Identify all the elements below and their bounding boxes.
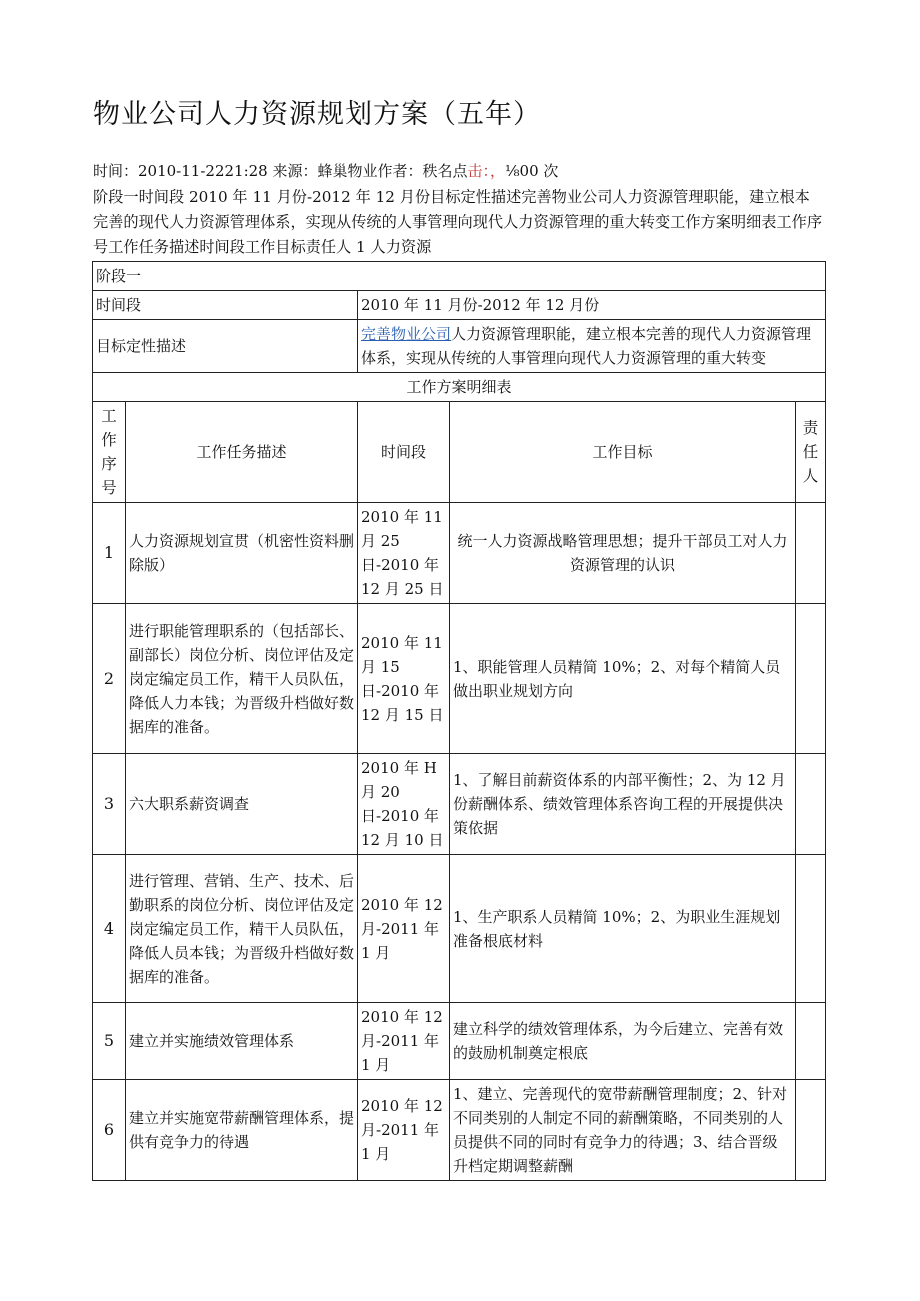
row-period: 2010 年 12 月-2011 年 1 月 [358,855,450,1003]
row-period: 2010 年 11 月 25 日-2010 年 12 月 25 日 [358,503,450,604]
row-target: 1、生产职系人员精简 10%；2、为职业生涯规划准备根底材料 [450,855,796,1003]
row-owner [796,503,826,604]
meta-prefix: 时间：2010-11-2221:28 来源：蜂巢物业作者：秩名点 [93,162,468,180]
detail-table-title: 工作方案明细表 [93,373,826,402]
row-task: 进行管理、营销、生产、技术、后勤职系的岗位分析、岗位评估及定岗定编定员工作，精干人员队伍，降低人员本钱；为晋级升档做好数据库的准备。 [126,855,358,1003]
stage-cell: 阶段一 [93,262,826,291]
table-row [93,754,826,855]
table-row [93,855,826,1003]
period-value: 2010 年 11 月份-2012 年 12 月份 [358,291,826,320]
row-task: 建立并实施宽带薪酬管理体系，提供有竞争力的待遇 [126,1080,358,1181]
page-title: 物业公司人力资源规划方案（五年） [93,99,541,130]
row-task: 人力资源规划宣贯（机密性资料删除版） [126,503,358,604]
row-period: 2010 年 12 月-2011 年 1 月 [358,1003,450,1080]
header-owner: 责任人 [796,402,826,503]
goal-label: 目标定性描述 [93,320,358,373]
row-number: 6 [93,1080,126,1181]
row-task: 六大职系薪资调查 [126,754,358,855]
intro-paragraph: 阶段一时间段 2010 年 11 月份-2012 年 12 月份目标定性描述完善物业公司人力资源管理职能，建立根本完善的现代人力资源管理体系，实现从传统的人事管理向现代人力资源管理的重大转变工作方案明细表工作序号工作任务描述时间段工作目标责任人 1 人力资源 [93,188,822,256]
row-owner [796,855,826,1003]
row-task: 进行职能管理职系的（包括部长、副部长）岗位分析、岗位评估及定岗定编定员工作，精干人员队伍，降低人力本钱；为晋级升档做好数据库的准备。 [126,604,358,754]
header-task: 工作任务描述 [126,402,358,503]
period-label: 时间段 [93,291,358,320]
row-task: 建立并实施绩效管理体系 [126,1003,358,1080]
plan-table [92,261,826,1181]
row-owner [796,754,826,855]
goal-description [358,320,826,373]
header-period: 时间段 [358,402,450,503]
row-period: 2010 年 H 月 20 日-2010 年 12 月 10 日 [358,754,450,855]
row-period: 2010 年 11 月 15 日-2010 年 12 月 15 日 [358,604,450,754]
click-count-link[interactable]: 击：， [467,162,505,180]
view-count: ⅛00 次 [505,162,559,180]
row-number: 3 [93,754,126,855]
header-target: 工作目标 [450,402,796,503]
row-target: 1、了解目前薪资体系的内部平衡性；2、为 12 月份薪酬体系、绩效管理体系咨询工程的开展提供决策依据 [450,754,796,855]
row-number: 5 [93,1003,126,1080]
article-meta [93,160,558,181]
row-owner [796,1003,826,1080]
table-row [93,1080,826,1181]
goal-link[interactable]: 完善物业公司 [361,325,452,343]
table-row [93,1003,826,1080]
row-owner [796,604,826,754]
table-row [93,503,826,604]
row-period: 2010 年 12 月-2011 年 1 月 [358,1080,450,1181]
row-number: 1 [93,503,126,604]
row-target: 统一人力资源战略管理思想；提升干部员工对人力资源管理的认识 [450,503,796,604]
row-target: 1、职能管理人员精简 10%；2、对每个精简人员做出职业规划方向 [450,604,796,754]
header-seq: 工作序号 [93,402,126,503]
row-target: 建立科学的绩效管理体系，为今后建立、完善有效的鼓励机制奠定根底 [450,1003,796,1080]
goal-text: 人力资源管理职能，建立根本完善的现代人力资源管理体系，实现从传统的人事管理向现代人力资源管理的重大转变 [361,325,812,367]
table-row [93,604,826,754]
row-number: 2 [93,604,126,754]
row-owner [796,1080,826,1181]
row-target: 1、建立、完善现代的宽带薪酬管理制度；2、针对不同类别的人制定不同的薪酬策略，不同类别的人员提供不同的同时有竞争力的待遇；3、结合晋级升档定期调整薪酬 [450,1080,796,1181]
row-number: 4 [93,855,126,1003]
